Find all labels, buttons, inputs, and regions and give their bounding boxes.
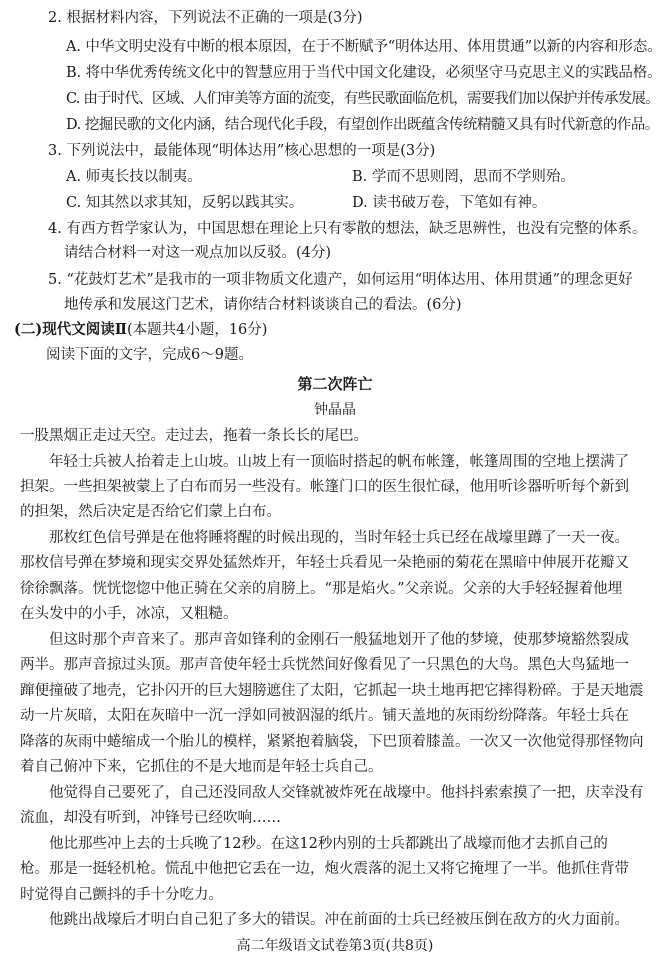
story-line: 枪。那是一挺轻机枪。慌乱中他把它丢在一边，炮火震落的泥土又将它掩埋了一半。他抓住背带 [20, 861, 629, 877]
story-line: 降落的灰雨中蜷缩成一个胎儿的模样，紧紧抱着脑袋，下巴顶着膝盖。一次又一次他觉得那怪物向 [20, 734, 644, 750]
story-line: 徐徐飘落。恍恍惚惚中他正骑在父亲的肩膀上。“那是焰火。”父亲说。父亲的大手轻轻握着他埋 [20, 581, 623, 597]
story-line: 担架。一些担架被蒙上了白布而另一些没有。帐篷门口的医生很忙碌，他用听诊器听听每个新到 [20, 479, 629, 495]
story-line: 他比那些冲上去的士兵晚了12秒。在这12秒内别的士兵都跳出了战壕而他才去抓自己的 [20, 836, 608, 852]
question-5-line-1: 5. “花鼓灯艺术”是我市的一项非物质文化遗产，如何运用“明体达用、体用贯通”的理念更好 [48, 272, 633, 288]
page-footer: 高二年级语文试卷第3页(共8页) [236, 938, 434, 954]
story-line: 一股黑烟正走过天空。走过去，拖着一条长长的尾巴。 [20, 428, 368, 444]
question-4-line-1: 4. 有西方哲学家认为，中国思想在理论上只有零散的想法，缺乏思辨性，也没有完整的体系。 [48, 221, 647, 237]
story-line: 年轻士兵被人抬着走上山坡。山坡上有一顶临时搭起的帆布帐篷，帐篷周围的空地上摆满了 [20, 454, 629, 470]
story-line: 他觉得自己要死了，自己还没同敌人交锋就被炸死在战壕中。他抖抖索索摸了一把，庆幸没有 [20, 785, 644, 801]
story-line: 在头发中的小手，冰凉，又粗糙。 [20, 606, 238, 622]
question-2-option-b: B. 将中华优秀传统文化中的智慧应用于当代中国文化建设，必须坚守马克思主义的实践品格。 [66, 65, 662, 81]
question-3-option-a: A. 师夷长技以制夷。 [66, 169, 202, 185]
section-note: (本题共4小题，16分) [126, 322, 268, 338]
story-line: 那枚信号弹在梦境和现实交界处猛然炸开，年轻士兵看见一朵艳丽的菊花在黑暗中伸展开花瓣又 [20, 555, 629, 571]
story-line: 但这时那个声音来了。那声音如锋利的金刚石一般猛地划开了他的梦境，使那梦境豁然裂成 [20, 632, 629, 648]
question-2-stem: 2. 根据材料内容，下列说法不正确的一项是(3分) [48, 10, 363, 26]
story-line: 动一片灰暗，太阳在灰暗中一沉一浮如同被泅湿的纸片。铺天盖地的灰雨纷纷降落。年轻士兵在 [20, 708, 629, 724]
question-2-option-a: A. 中华文明史没有中断的根本原因，在于不断赋予“明体达用、体用贯通”以新的内容和形态。 [66, 39, 662, 55]
question-5-line-2: 地传承和发展这门艺术，请你结合材料谈谈自己的看法。(6分) [64, 297, 462, 313]
question-3-option-c: C. 知其然以求其知，反躬以践其实。 [66, 195, 304, 211]
question-3-option-b: B. 学而不思则罔，思而不学则殆。 [352, 169, 575, 185]
story-line: 着自己俯冲下来，它抓住的不是大地而是年轻士兵自己。 [20, 759, 383, 775]
story-line: 流血，却没有听到，冲锋号已经吹响…… [20, 810, 281, 826]
story-line: 两半。那声音掠过头顶。那声音使年轻士兵恍然间好像看见了一只黑色的大鸟。黑色大鸟猛地一 [20, 657, 629, 673]
question-3-stem: 3. 下列说法中，最能体现“明体达用”核心思想的一项是(3分) [48, 143, 436, 159]
story-line: 时觉得自己颤抖的手十分吃力。 [20, 887, 223, 903]
question-4-line-2: 请结合材料一对这一观点加以反驳。(4分) [64, 245, 332, 261]
story-title: 第二次阵亡 [297, 375, 373, 393]
story-line: 蹿便撞破了地壳，它扑闪开的巨大翅膀遮住了太阳，它抓起一块土地再把它摔得粉碎。于是天地震 [20, 683, 644, 699]
story-line: 的担架，然后决定是否给它们蒙上白布。 [20, 504, 281, 520]
section-intro: 阅读下面的文字，完成6～9题。 [46, 347, 253, 363]
story-author: 钟晶晶 [314, 402, 356, 418]
question-2-option-d: D. 挖掘民歌的文化内涵，结合现代化手段，有望创作出既蕴含传统精髓又具有时代新意的作品。 [66, 117, 659, 133]
story-line: 那枚红色信号弹是在他将睡将醒的时候出现的，当时年轻士兵已经在战壕里蹲了一天一夜。 [20, 530, 629, 546]
section-title: (二)现代文阅读Ⅱ [14, 321, 127, 338]
question-3-option-d: D. 读书破万卷，下笔如有神。 [352, 195, 547, 211]
question-2-option-c: C. 由于时代、区域、人们审美等方面的流变，有些民歌面临危机，需要我们加以保护并传承发展。 [66, 91, 659, 107]
story-line: 他跳出战壕后才明白自己犯了多大的错误。冲在前面的士兵已经被压倒在敌方的火力面前。 [20, 912, 629, 928]
section-heading [14, 320, 267, 340]
